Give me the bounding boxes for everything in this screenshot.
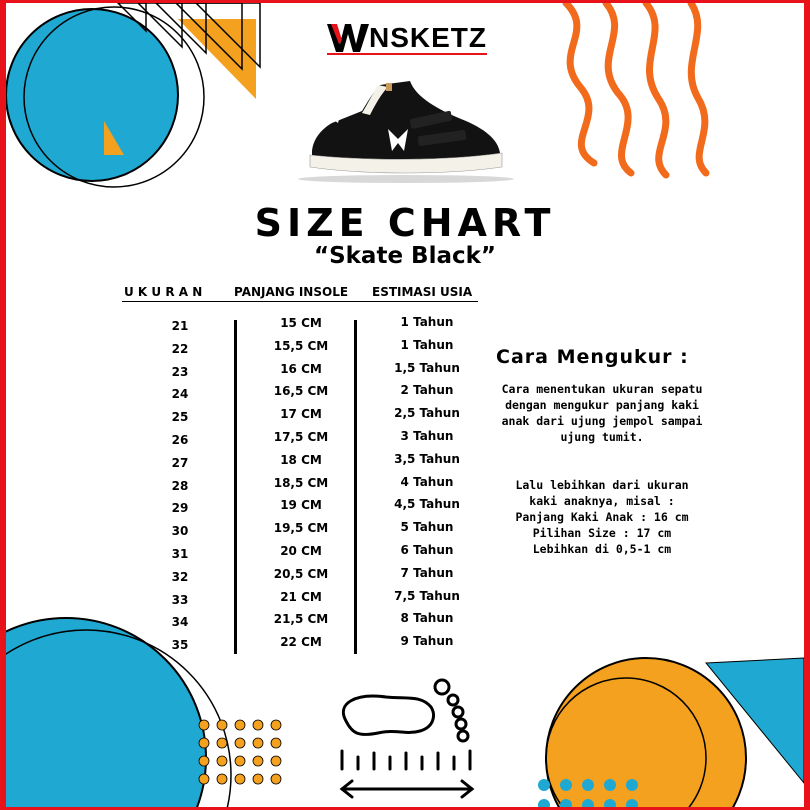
age-cell: 2 Tahun <box>400 383 454 398</box>
product-name: “Skate Black” <box>313 243 497 269</box>
size-cell: 30 <box>171 524 189 539</box>
guide-line: kaki anaknya, misal : <box>529 494 675 508</box>
page-title: SIZE CHART <box>254 201 556 245</box>
age-cell: 1,5 Tahun <box>394 360 460 375</box>
insole-cell: 20,5 CM <box>273 566 329 581</box>
table-row <box>122 609 478 631</box>
insole-cell: 21,5 CM <box>273 612 329 627</box>
insole-cell: 20 CM <box>280 544 322 558</box>
size-cell: 33 <box>171 592 189 607</box>
guide-paragraph-1: Cara menentukan ukuran sepatu dengan mengukur panjang kaki anak dari ujung jempol sampai ujung tumit. <box>501 382 703 444</box>
size-cell: 32 <box>171 569 189 584</box>
header-estimasi-usia: ESTIMASI USIA <box>372 285 473 299</box>
insole-cell: 16,5 CM <box>273 384 329 399</box>
age-cell: 4,5 Tahun <box>394 497 460 512</box>
age-cell: 1 Tahun <box>400 337 454 352</box>
insole-cell: 16 CM <box>280 361 322 376</box>
age-cell: 3,5 Tahun <box>394 451 460 466</box>
table-row <box>122 381 478 403</box>
age-cell: 9 Tahun <box>400 634 454 649</box>
shoe-image <box>298 81 514 183</box>
guide-line: Panjang Kaki Anak : 16 cm <box>515 510 689 524</box>
insole-cell: 15,5 CM <box>273 338 329 353</box>
table-row <box>122 450 478 472</box>
size-cell: 35 <box>171 638 189 653</box>
top-left-orange-triangle <box>178 19 256 99</box>
guide-paragraph-2 <box>498 477 706 557</box>
logo-w-icon <box>327 22 369 54</box>
top-left-blue-circle <box>6 9 178 181</box>
size-cell: 22 <box>171 341 189 356</box>
guide-heading: Cara Mengukur : <box>496 346 689 368</box>
insole-cell: 15 CM <box>280 316 322 330</box>
size-cell: 31 <box>171 547 189 561</box>
size-cell: 27 <box>171 455 189 470</box>
table-row <box>122 336 478 358</box>
size-cell: 26 <box>171 433 189 447</box>
size-cell: 23 <box>171 364 189 379</box>
insole-cell: 19 CM <box>280 498 322 513</box>
age-cell: 1 Tahun <box>400 315 454 329</box>
logo-underline <box>327 53 487 55</box>
table-row <box>122 564 478 586</box>
ruler-icon <box>342 751 470 769</box>
table-row <box>122 518 478 540</box>
age-cell: 3 Tahun <box>400 429 454 443</box>
guide-line: Lebihkan di 0,5-1 cm <box>532 542 672 556</box>
footprint-icon <box>343 680 468 741</box>
insole-cell: 21 CM <box>280 589 322 604</box>
insole-cell: 22 CM <box>280 635 322 650</box>
size-cell: 29 <box>171 501 189 516</box>
header-panjang-insole: PANJANG INSOLE <box>234 285 349 299</box>
age-cell: 4 Tahun <box>400 474 454 489</box>
table-row <box>122 495 478 517</box>
size-cell: 34 <box>171 615 189 630</box>
header-divider <box>122 301 478 302</box>
table-row <box>122 404 478 426</box>
size-cell: 21 <box>171 319 189 333</box>
size-cell: 28 <box>171 478 189 493</box>
logo-text: NSKETZ <box>369 22 487 53</box>
orange-waves <box>566 3 706 175</box>
table-row <box>122 632 478 654</box>
table-row <box>122 587 478 609</box>
header-ukuran: U K U R A N <box>124 285 203 299</box>
double-arrow-icon <box>342 781 472 797</box>
table-row <box>122 359 478 381</box>
insole-cell: 17,5 CM <box>273 430 329 444</box>
size-chart-card <box>6 3 804 807</box>
age-cell: 7 Tahun <box>400 565 454 580</box>
size-cell: 24 <box>171 387 189 402</box>
brand-logo <box>327 21 495 55</box>
age-cell: 6 Tahun <box>400 543 454 557</box>
guide-line: Lalu lebihkan dari ukuran <box>515 478 689 492</box>
age-cell: 2,5 Tahun <box>394 406 460 421</box>
table-row <box>122 313 478 335</box>
size-cell: 25 <box>171 410 189 425</box>
insole-cell: 17 CM <box>280 407 322 422</box>
age-cell: 8 Tahun <box>400 611 454 626</box>
orange-dot-grid <box>199 720 281 784</box>
insole-cell: 19,5 CM <box>273 521 329 536</box>
age-cell: 5 Tahun <box>400 520 454 535</box>
table-row <box>122 473 478 495</box>
table-row <box>122 427 478 449</box>
guide-line: Pilihan Size : 17 cm <box>532 526 672 540</box>
age-cell: 7,5 Tahun <box>394 588 460 603</box>
table-row <box>122 541 478 563</box>
insole-cell: 18 CM <box>280 452 322 467</box>
insole-cell: 18,5 CM <box>273 475 329 490</box>
